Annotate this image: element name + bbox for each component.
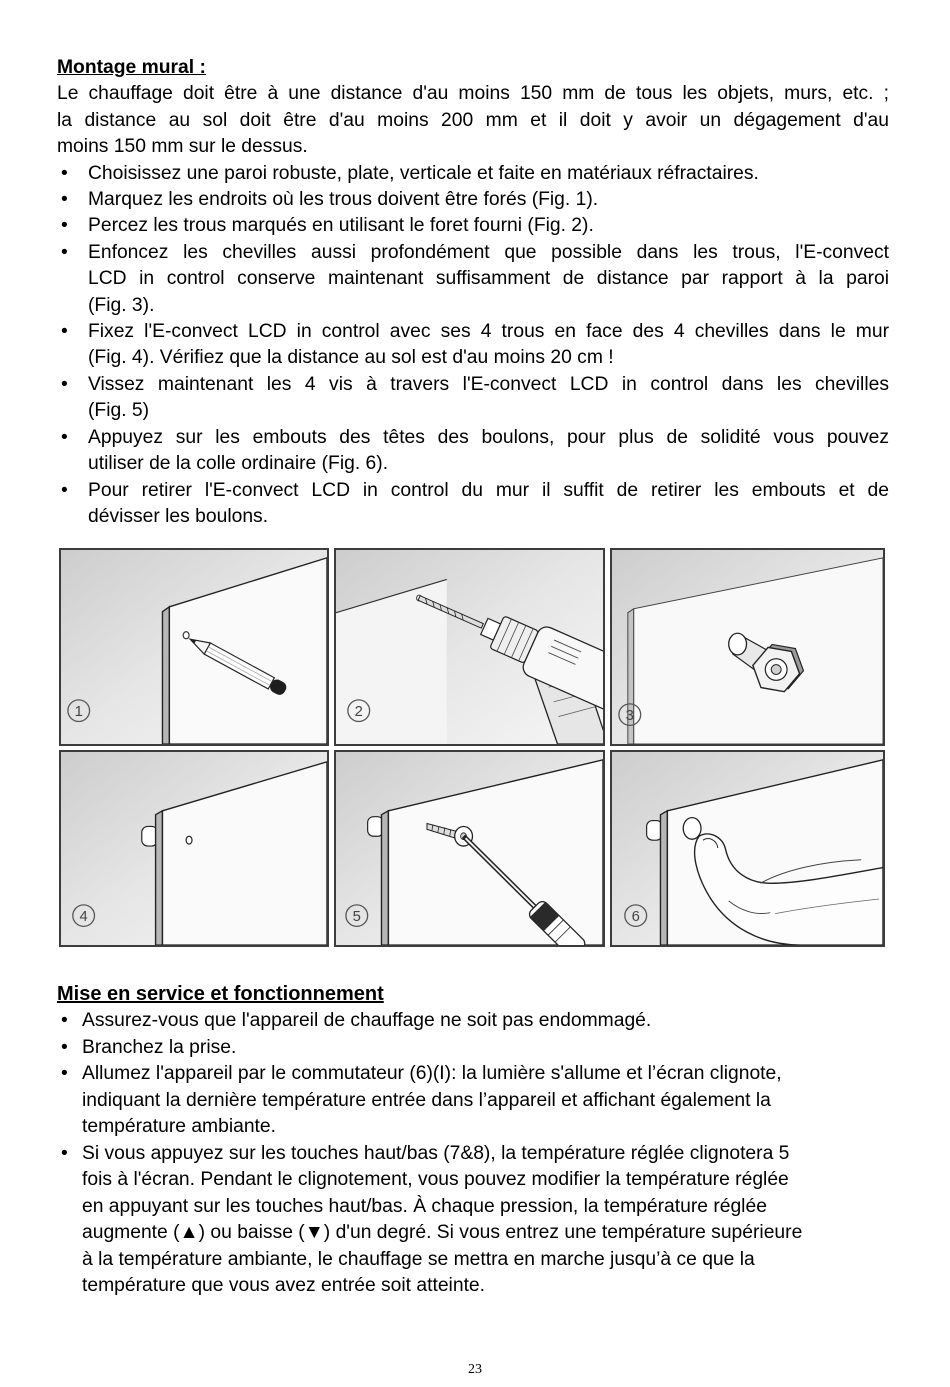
list-item xyxy=(57,1035,889,1062)
list-item-line: à la température ambiante, le chauffage se mettra en marche jusqu’à ce que la xyxy=(82,1248,755,1270)
bullet-marker: • xyxy=(61,215,68,237)
figure-4 xyxy=(59,750,329,947)
intro-paragraph xyxy=(57,81,889,160)
list-item-line: Pour retirer l'E-convect LCD in control du mur il suffit de retirer les embouts et de xyxy=(88,479,889,501)
bullet-marker: • xyxy=(61,373,68,395)
figure-number-text: 1 xyxy=(74,704,83,721)
bullet-marker: • xyxy=(61,241,68,263)
bullet-marker: • xyxy=(61,426,68,448)
bullet-marker: • xyxy=(61,479,68,501)
section-heading: Montage mural : xyxy=(57,57,206,78)
list-item xyxy=(57,425,889,478)
bullet-marker: • xyxy=(61,1142,68,1164)
list-item-line: température que vous avez entrée soit atteinte. xyxy=(82,1275,486,1296)
list-item-line: Fixez l'E-convect LCD in control avec ses 4 trous en face des 4 chevilles dans le mur xyxy=(88,321,889,343)
list-item xyxy=(57,1061,889,1141)
list-item-line: LCD in control conserve maintenant suffisamment de distance par rapport à la paroi xyxy=(88,268,889,290)
figure-5-illustration xyxy=(336,752,603,945)
figure-4-illustration xyxy=(61,752,327,945)
list-item-line: (Fig. 3). xyxy=(88,294,155,316)
drill-mark xyxy=(183,632,189,639)
figure-6-illustration xyxy=(612,752,883,945)
page-number: 23 xyxy=(468,1362,482,1377)
section-wall-mounting xyxy=(57,55,889,530)
figure-number-text: 5 xyxy=(352,909,361,925)
list-item-line: Enfoncez les chevilles aussi profondément que possible dans les trous, l'E-convect xyxy=(88,241,889,263)
list-item xyxy=(57,319,889,372)
list-item-line: augmente (▲) ou baisse (▼) d'un degré. Si vous entrez une température supérieure xyxy=(82,1222,803,1243)
list-item-line: fois à l'écran. Pendant le clignotement, vous pouvez modifier la température réglée xyxy=(82,1169,789,1190)
list-item xyxy=(57,372,889,425)
section-heading: Mise en service et fonctionnement xyxy=(57,983,384,1005)
paragraph-line: moins 150 mm sur le dessus. xyxy=(57,136,308,158)
figure-3-illustration xyxy=(612,550,883,744)
list-item-line: en appuyant sur les touches haut/bas. À chaque pression, la température réglée xyxy=(82,1195,767,1217)
figure-6 xyxy=(610,750,885,947)
paragraph-line: la distance au sol doit être d'au moins 200 mm et il doit y avoir un dégagement d'au xyxy=(57,109,889,131)
figure-1-illustration xyxy=(61,550,327,744)
list-item-line: Choisissez une paroi robuste, plate, verticale et faite en matériaux réfractaires. xyxy=(88,162,759,184)
list-item-line: Appuyez sur les embouts des têtes des boulons, pour plus de solidité vous pouvez xyxy=(88,426,889,448)
bolt-cap-icon xyxy=(683,818,701,840)
list-item-line: Branchez la prise. xyxy=(82,1036,237,1058)
list-item xyxy=(57,1008,889,1035)
list-item xyxy=(57,187,889,213)
figure-1 xyxy=(59,548,329,746)
list-item-line: (Fig. 5) xyxy=(88,400,150,422)
list-item-line: température ambiante. xyxy=(82,1116,276,1137)
figure-2 xyxy=(334,548,605,746)
list-item xyxy=(57,161,889,187)
list-item-line: indiquant la dernière température entrée dans l’appareil et affichant également la xyxy=(82,1089,771,1111)
bullet-marker: • xyxy=(61,1010,68,1031)
list-item-line: Marquez les endroits où les trous doivent être forés (Fig. 1). xyxy=(88,189,599,211)
list-item-line: Vissez maintenant les 4 vis à travers l'E-convect LCD in control dans les chevilles xyxy=(88,373,889,395)
bullet-marker: • xyxy=(61,1036,68,1058)
figure-number-text: 4 xyxy=(79,909,88,925)
figure-5 xyxy=(334,750,605,947)
list-item-line: Assurez-vous que l'appareil de chauffage ne soit pas endommagé. xyxy=(82,1010,652,1031)
figure-2-illustration xyxy=(336,550,603,744)
figure-number-text: 6 xyxy=(631,909,640,925)
bullet-marker: • xyxy=(61,321,68,343)
list-item-line: Allumez l'appareil par le commutateur (6)(I): la lumière s'allume et l’écran clignote, xyxy=(82,1063,782,1084)
bullet-marker: • xyxy=(61,162,68,184)
list-item xyxy=(57,213,889,239)
list-item-line: Si vous appuyez sur les touches haut/bas (7&8), la température réglée clignotera 5 xyxy=(82,1142,790,1164)
paragraph-line: Le chauffage doit être à une distance d'au moins 150 mm de tous les objets, murs, etc. ; xyxy=(57,83,889,105)
figure-number-text: 2 xyxy=(354,704,363,721)
list-item xyxy=(57,1141,889,1300)
list-item-line: utiliser de la colle ordinaire (Fig. 6). xyxy=(88,453,389,475)
mounting-hole xyxy=(186,836,192,844)
list-item-line: Percez les trous marqués en utilisant le foret fourni (Fig. 2). xyxy=(88,215,594,237)
list-item xyxy=(57,240,889,319)
figure-3 xyxy=(610,548,885,746)
list-item-line: (Fig. 4). Vérifiez que la distance au sol est d'au moins 20 cm ! xyxy=(88,347,614,369)
bullet-marker: • xyxy=(61,1063,68,1084)
list-item-line: dévisser les boulons. xyxy=(88,505,269,527)
bullet-marker: • xyxy=(61,189,68,211)
section-operation xyxy=(57,980,889,1300)
figure-number-text: 3 xyxy=(625,708,634,724)
list-item xyxy=(57,478,889,531)
